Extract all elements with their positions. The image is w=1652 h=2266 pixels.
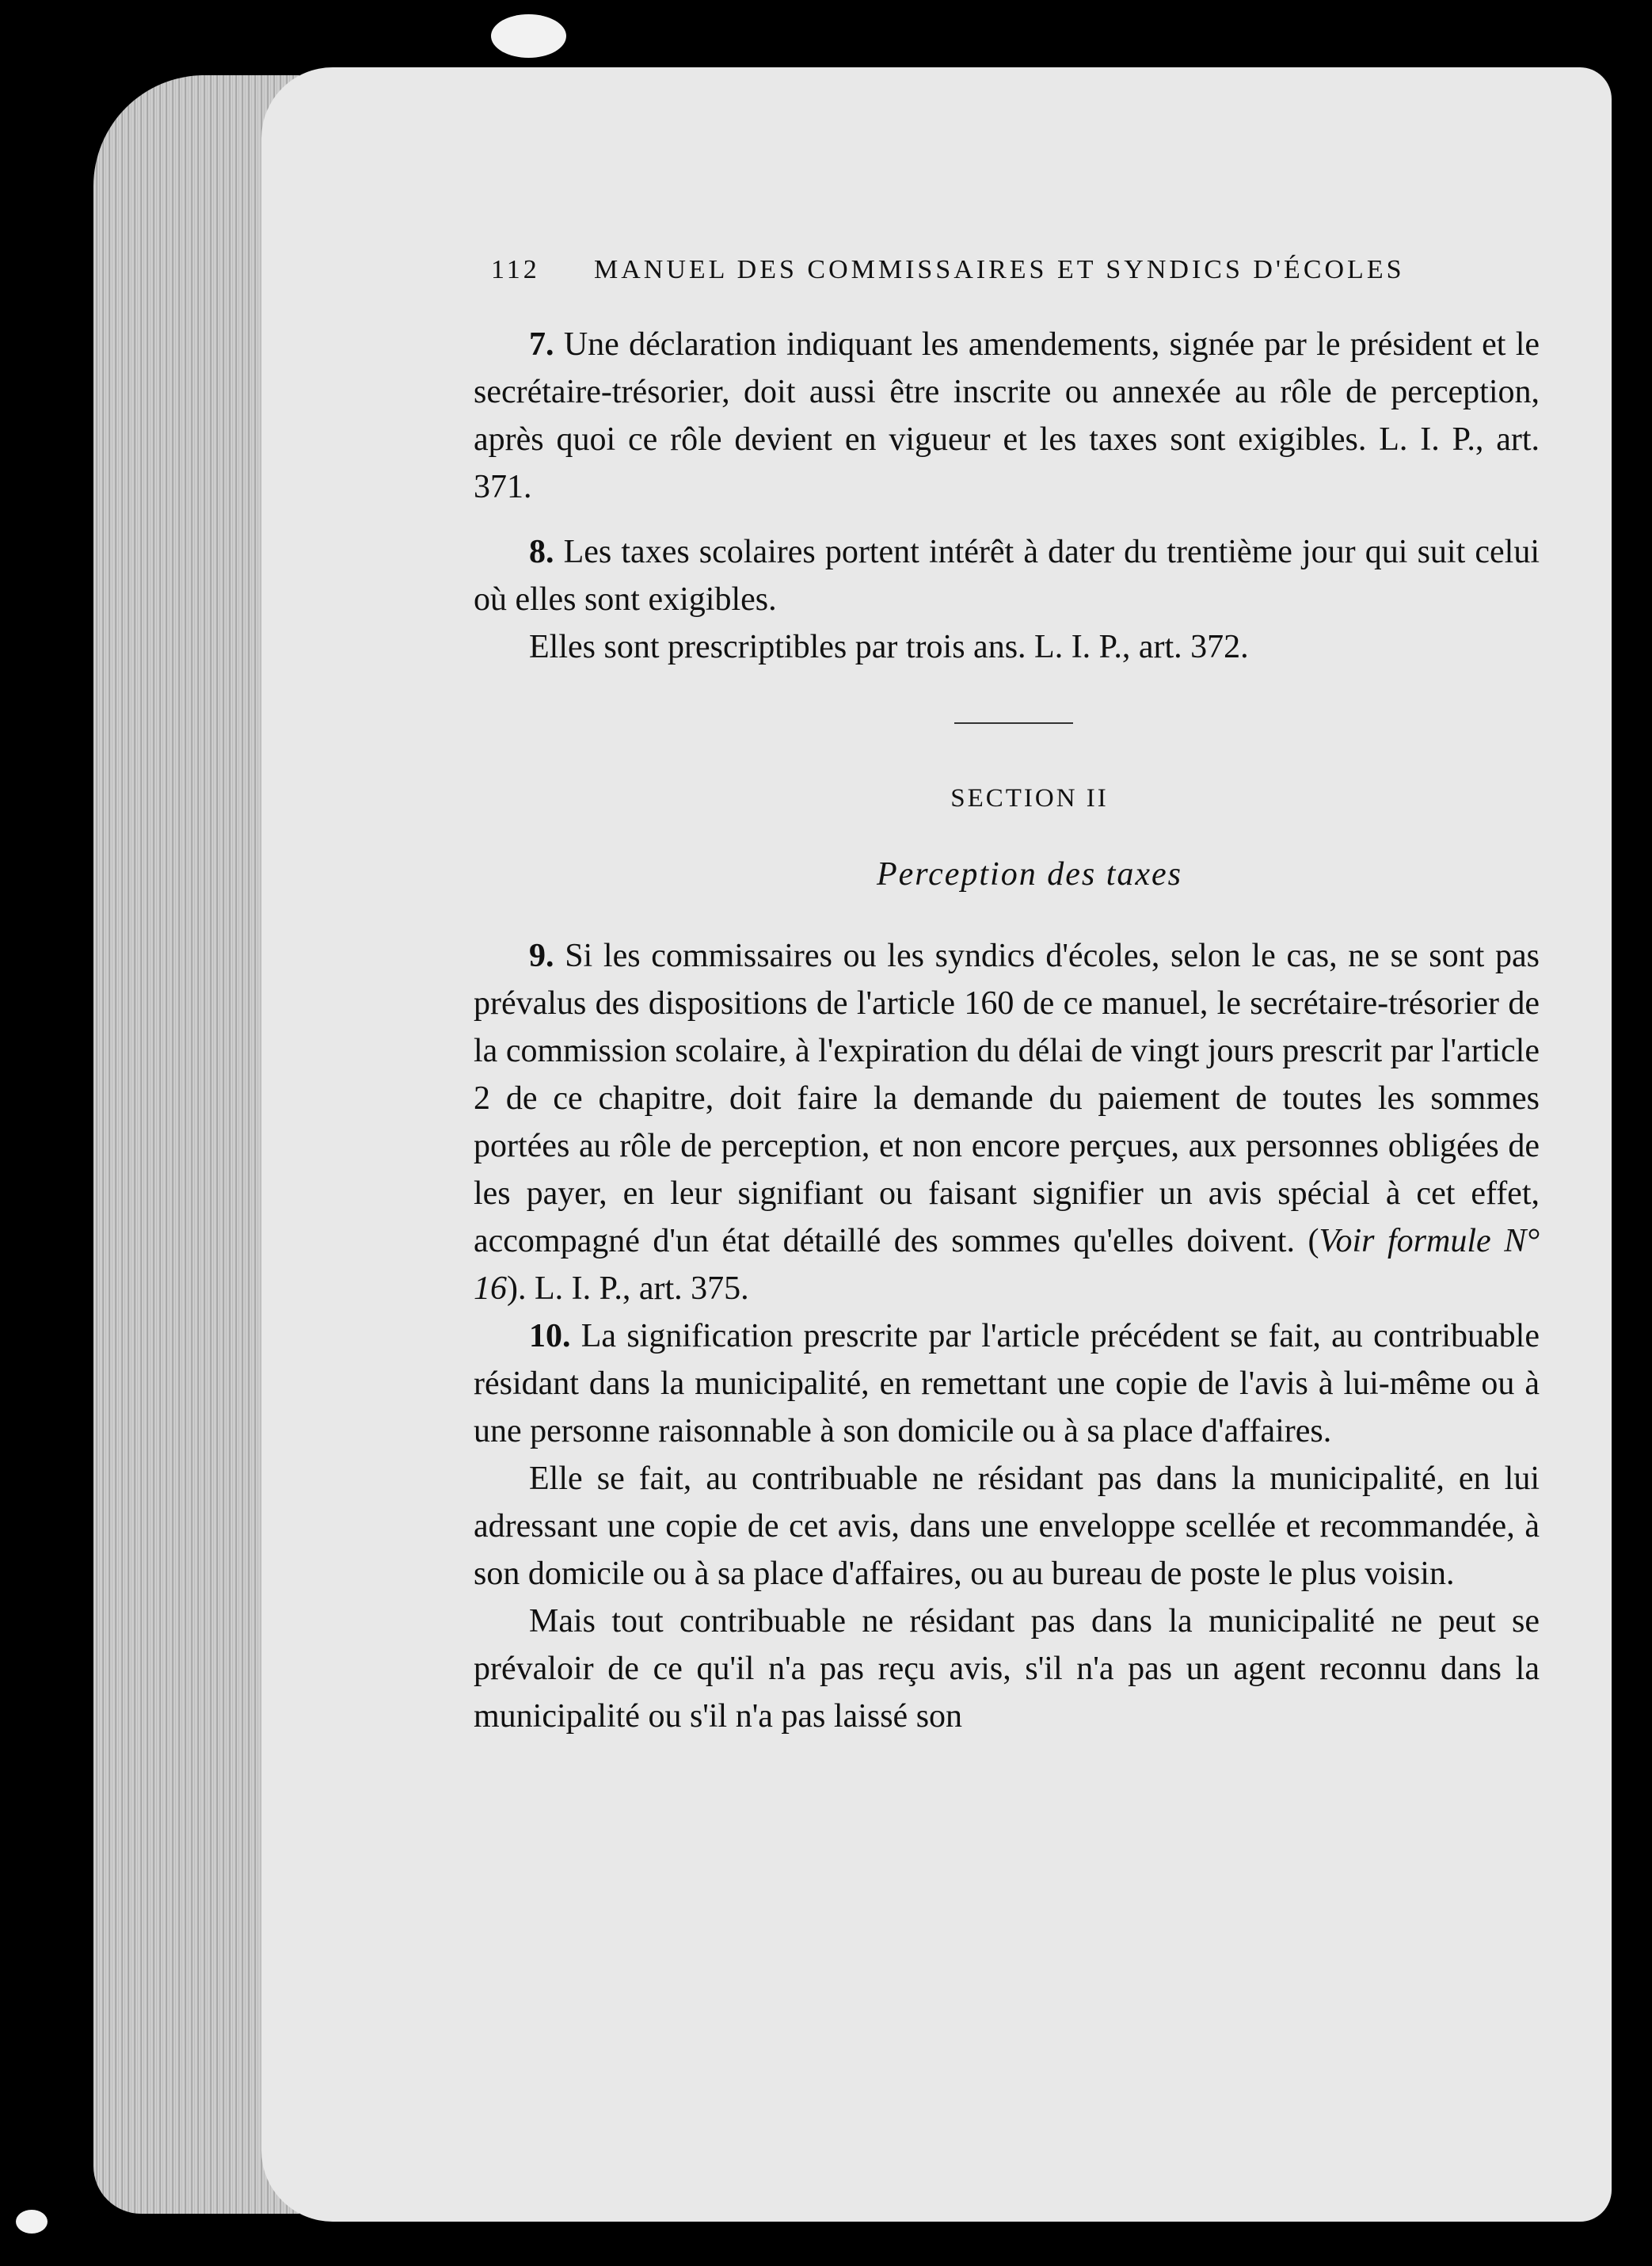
article-text: Mais tout contribuable ne résidant pas dans la municipalité ne peut se prévaloir de ce qu'il n'a pas reçu avis, s'il n'a pas un agent reconnu dans la municipalité ou s'il n'a pas laissé son [474, 1603, 1540, 1735]
section-divider [954, 722, 1073, 724]
article-number: 9. [529, 938, 554, 974]
article-number: 10. [529, 1318, 571, 1354]
article-text: Une déclaration indiquant les amendements, signée par le président et le secrétaire-trésorier, doit aussi être inscrite ou annexée au rôle de perception, après quoi ce rôle devient en vigueur et les taxes sont exigibles. L. I. P., art. 371. [474, 326, 1540, 505]
paragraph-article-8-continued [474, 623, 1540, 671]
section-heading: SECTION II [950, 784, 1109, 813]
text-block-articles-9-10 [474, 932, 1540, 1740]
paragraph-article-9 [474, 932, 1540, 1312]
section-subtitle: Perception des taxes [877, 856, 1182, 893]
paragraph-article-10-second [474, 1455, 1540, 1598]
paragraph-article-7 [474, 321, 1540, 511]
paragraph-article-10-third [474, 1598, 1540, 1740]
text-block-articles-7-8 [474, 321, 1540, 671]
scan-speck [16, 2210, 48, 2234]
formula-reference: Voir formule N° 16 [474, 1223, 1540, 1307]
article-text: La signification prescrite par l'article précédent se fait, au contribuable résidant dans la municipalité, en remettant une copie de l'avis à lui-même ou à une personne raisonnable à son domicile ou à sa place d'affaires. [474, 1318, 1540, 1449]
paragraph-article-10 [474, 1312, 1540, 1455]
article-text: Elles sont prescriptibles par trois ans. L. I. P., art. 372. [529, 629, 1249, 665]
article-text: Si les commissaires ou les syndics d'écoles, selon le cas, ne se sont pas prévalus des dispositions de l'article 160 de ce manuel, le secrétaire-trésorier de la commission scolaire, à l'expiration du délai de vingt jours prescrit par l'article 2 de ce chapitre, doit faire la demande du paiement de toutes les sommes portées au rôle de perception, et non encore perçues, aux personnes obligées de les payer, en leur signifiant ou faisant signifier un avis spécial à cet effet, accompagné d'un état détaillé des sommes qu'elles doivent. ( [474, 938, 1540, 1259]
article-text: Les taxes scolaires portent intérêt à dater du trentième jour qui suit celui où elles sont exigibles. [474, 534, 1540, 618]
article-text: Elle se fait, au contribuable ne résidant pas dans la municipalité, en lui adressant une copie de cet avis, dans une enveloppe scellée et recommandée, à son domicile ou à sa place d'affaires, ou au bureau de poste le plus voisin. [474, 1461, 1540, 1592]
article-number: 8. [529, 534, 554, 570]
paragraph-article-8 [474, 528, 1540, 623]
article-number: 7. [529, 326, 554, 363]
running-title: MANUEL DES COMMISSAIRES ET SYNDICS D'ÉCOLES [594, 255, 1405, 284]
article-text: ). L. I. P., art. 375. [507, 1270, 749, 1307]
running-header [491, 255, 1544, 285]
page-number: 112 [491, 255, 540, 284]
scan-speck [491, 14, 566, 58]
